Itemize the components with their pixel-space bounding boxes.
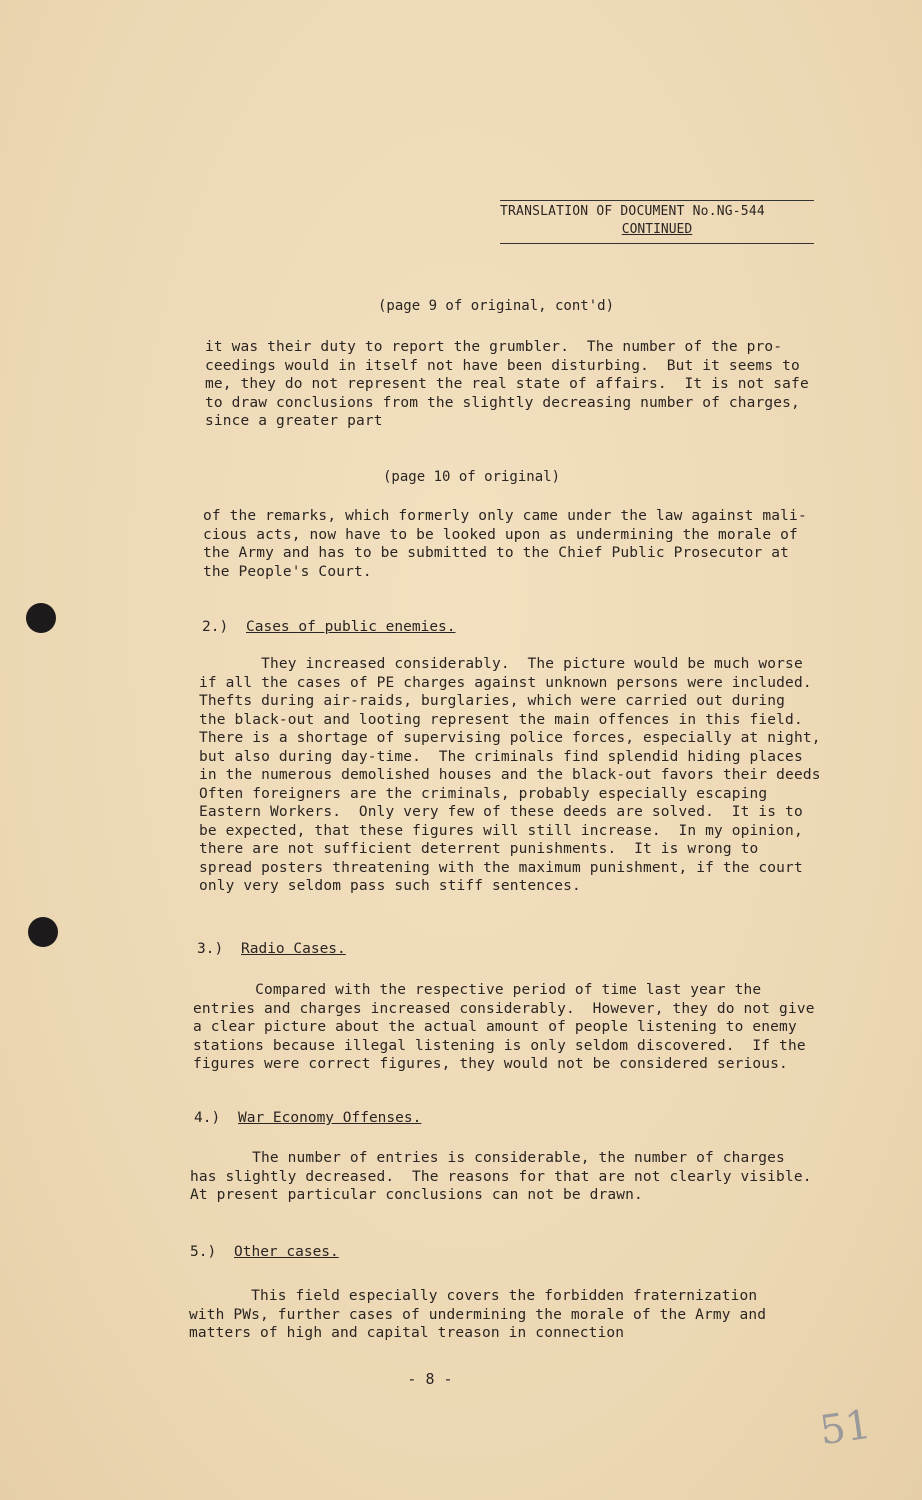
document-header bbox=[500, 200, 814, 244]
section-4-text: The number of entries is considerable, the number of charges has slightly decreased. The reasons for that are not clearly visible. At present particular conclusions can not be drawn. bbox=[190, 1150, 812, 1203]
section-5-number: 5.) bbox=[190, 1244, 217, 1260]
header-bottom-rule bbox=[500, 243, 814, 244]
page-9-caption: (page 9 of original, cont'd) bbox=[378, 298, 615, 314]
section-2-text: They increased considerably. The picture would be much worse if all the cases of PE charges against unknown persons were included. Thefts during air-raids, burglaries, which were carried out during the black-out and looting represent the main offences in this field. There is a shortage of supervising police forces, especially at night, but also during day-time. The criminals find splendid hiding places in the numerous demolished houses and the black-out favors their deeds Often foreigners are the criminals, probably especially escaping Eastern Workers. Only very few of these deeds are solved. It is to be expected, that these figures will still increase. In my opinion, there are not sufficient deterrent punishments. It is wrong to spread posters threatening with the maximum punishment, if the court only very seldom pass such stiff sentences. bbox=[199, 656, 821, 894]
section-2-heading bbox=[202, 619, 456, 635]
section-4-number: 4.) bbox=[194, 1110, 221, 1126]
punch-hole-bottom bbox=[28, 917, 58, 947]
header-title: TRANSLATION OF DOCUMENT No.NG-544 bbox=[500, 204, 765, 219]
paragraph-page-9: it was their duty to report the grumbler. The number of the pro- ceedings would in itself not have been disturbing. But it seems to me, they do not represent the real state of affairs. It is not safe to draw conclusions from the slightly decreasing number of charges, since a greater part bbox=[205, 339, 809, 429]
section-3-text: Compared with the respective period of time last year the entries and charges increased considerably. However, they do not give a clear picture about the actual amount of people listening to enemy stations because illegal listening is only seldom discovered. If the figures were correct figures, they would not be considered serious. bbox=[193, 982, 815, 1072]
punch-hole-top bbox=[26, 603, 56, 633]
section-2-title: Cases of public enemies. bbox=[246, 619, 456, 635]
section-3-heading bbox=[197, 941, 346, 957]
section-5-title: Other cases. bbox=[234, 1244, 339, 1260]
header-continued: CONTINUED bbox=[621, 222, 693, 237]
section-4-heading bbox=[194, 1110, 421, 1126]
page-number: - 8 - bbox=[407, 1370, 453, 1388]
section-4-title: War Economy Offenses. bbox=[238, 1110, 422, 1126]
page-10-caption: (page 10 of original) bbox=[383, 469, 561, 485]
handwritten-page-mark: 51 bbox=[817, 1401, 874, 1455]
section-2-number: 2.) bbox=[202, 619, 229, 635]
section-3-number: 3.) bbox=[197, 941, 224, 957]
paragraph-page-10: of the remarks, which formerly only came under the law against mali- cious acts, now have to be looked upon as undermining the morale of the Army and has to be submitted to the Chief Public Prosecutor at the People's Court. bbox=[203, 508, 807, 580]
section-5-text: This field especially covers the forbidden fraternization with PWs, further cases of undermining the morale of the Army and matters of high and capital treason in connection bbox=[189, 1288, 767, 1341]
section-5-heading bbox=[190, 1244, 339, 1260]
section-3-title: Radio Cases. bbox=[241, 941, 346, 957]
